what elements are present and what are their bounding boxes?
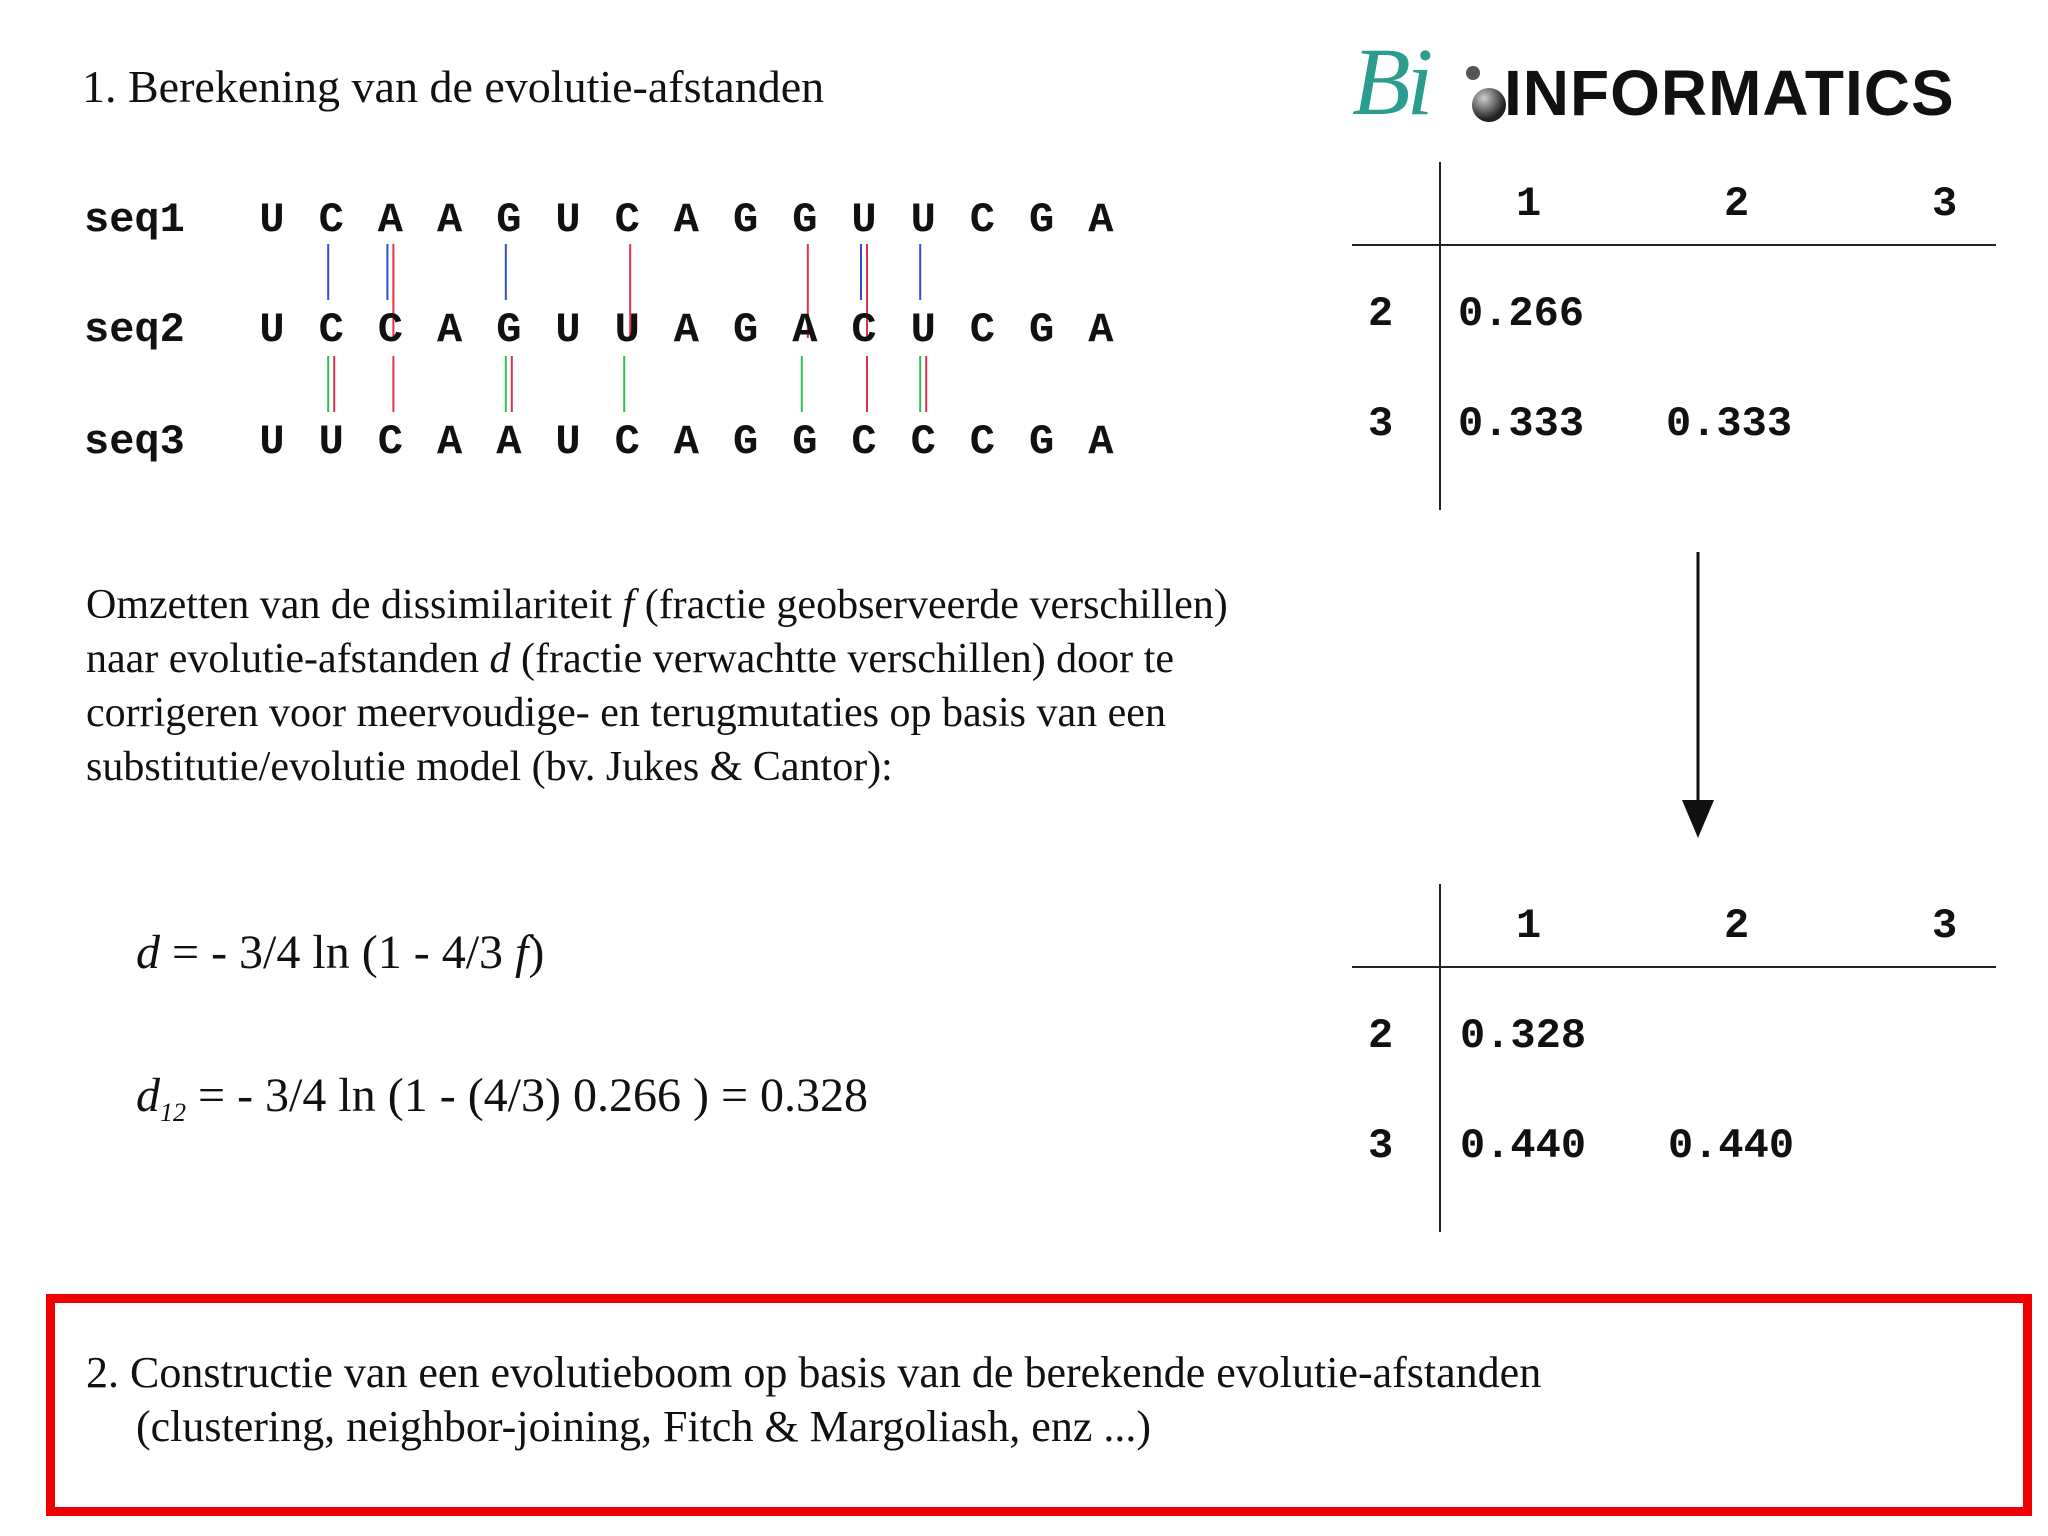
seq1-nucleotide: A [377, 196, 403, 244]
seq1-nucleotide: G [732, 196, 759, 244]
paragraph-line-4: substitutie/evolutie model (bv. Jukes & Cantor): [86, 744, 893, 790]
seq1-label: seq1 [84, 196, 185, 244]
seq2-nucleotide: U [259, 306, 285, 354]
seq1-nucleotide: U [259, 196, 285, 244]
bioinformatics-logo [1352, 28, 2002, 138]
seq3-nucleotide: C [851, 418, 877, 466]
matrix-d-row-3-label: 3 [1368, 1122, 1394, 1170]
seq2-nucleotide: G [1028, 306, 1055, 354]
seq1-nucleotide: G [496, 196, 522, 244]
d12-calculation: $d_{12}$ = - 3/4 ln (1 - (4/3) 0.266 ) = 0.328 [136, 1069, 869, 1127]
section-1-title: 1. Berekening van de evolutie-afstanden [82, 61, 825, 112]
seq2-nucleotide: A [436, 306, 463, 354]
seq3-nucleotide: U [555, 418, 581, 466]
seq2-label: seq2 [84, 306, 185, 354]
seq3-label: seq3 [84, 418, 185, 466]
matrix-d-header-rule [1352, 966, 1996, 968]
seq2-nucleotide: A [673, 306, 699, 354]
seq1-nucleotide: A [673, 196, 699, 244]
seq1-nucleotide: A [1088, 196, 1114, 244]
seq2-nucleotide: C [969, 306, 995, 354]
logo-ball-icon [1472, 88, 1506, 122]
seq3-nucleotide: G [792, 418, 818, 466]
matrix-d-col-3: 3 [1932, 902, 1958, 950]
logo-informatics-text: INFORMATICS [1504, 57, 1955, 129]
matrix-f-row-rule [1439, 162, 1441, 510]
matrix-f-row-3-label: 3 [1368, 400, 1394, 448]
paragraph-line-3: corrigeren voor meervoudige- en terugmutaties op basis van een [86, 690, 1166, 736]
step-2-text [86, 1346, 1541, 1454]
logo-bi-text: Bi [1352, 28, 1430, 135]
seq2-nucleotide: C [318, 306, 344, 354]
seq2-nucleotide: U [555, 306, 581, 354]
seq1-nucleotide: C [969, 196, 995, 244]
seq3-nucleotide: U [318, 418, 344, 466]
down-arrow-icon [1676, 550, 1720, 842]
step-2-line-2: (clustering, neighbor-joining, Fitch & Margoliash, enz ...) [136, 1402, 1152, 1451]
matrix-d-cell-2-1: 0.328 [1460, 1012, 1587, 1060]
matrix-f-col-1: 1 [1516, 180, 1542, 228]
seq1-nucleotide: U [851, 196, 877, 244]
matrix-f-col-3: 3 [1932, 180, 1958, 228]
paragraph-line-2: naar evolutie-afstanden d (fractie verwachtte verschillen) door te [86, 636, 1174, 682]
seq3-nucleotide: C [910, 418, 936, 466]
matrix-f-cell-3-2: 0.333 [1666, 400, 1793, 448]
seq2-nucleotide: C [851, 306, 877, 354]
seq1-nucleotide: A [436, 196, 463, 244]
seq3-nucleotide: A [496, 418, 522, 466]
seq2-nucleotide: A [792, 306, 818, 354]
seq3-nucleotide: G [1028, 418, 1055, 466]
matrix-d-row-rule [1439, 884, 1441, 1232]
logo-dot-icon [1466, 66, 1480, 80]
seq1-nucleotide: C [318, 196, 344, 244]
seq3-nucleotide: U [259, 418, 285, 466]
matrix-f-cell-2-1: 0.266 [1458, 290, 1585, 338]
seq2-nucleotide: A [1088, 306, 1114, 354]
seq2-nucleotide: C [377, 306, 403, 354]
seq1-nucleotide: G [1028, 196, 1055, 244]
step-2-line-1: 2. Constructie van een evolutieboom op basis van de berekende evolutie-afstanden [86, 1348, 1542, 1397]
sequence-alignment [0, 0, 1150, 480]
seq2-nucleotide: G [732, 306, 759, 354]
seq1-nucleotide: C [614, 196, 640, 244]
matrix-f-col-2: 2 [1724, 180, 1750, 228]
jukes-cantor-formula: d = - 3/4 ln (1 - 4/3 f) [136, 926, 545, 979]
matrix-d-cell-3-2: 0.440 [1668, 1122, 1795, 1170]
paragraph-line-1: Omzetten van de dissimilariteit f (fractie geobserveerde verschillen) [86, 582, 1228, 628]
seq1-nucleotide: U [910, 196, 936, 244]
matrix-d-col-2: 2 [1724, 902, 1750, 950]
seq3-nucleotide: C [614, 418, 640, 466]
matrix-d-cell-3-1: 0.440 [1460, 1122, 1587, 1170]
explanation-paragraph [86, 578, 1486, 794]
seq2-nucleotide: G [496, 306, 522, 354]
matrix-f-row-2-label: 2 [1368, 290, 1394, 338]
seq1-nucleotide: U [555, 196, 581, 244]
matrix-d-row-2-label: 2 [1368, 1012, 1394, 1060]
seq1-nucleotide: G [792, 196, 818, 244]
seq3-nucleotide: A [673, 418, 699, 466]
matrix-f-header-rule [1352, 244, 1996, 246]
matrix-f-cell-3-1: 0.333 [1458, 400, 1585, 448]
seq3-nucleotide: C [969, 418, 995, 466]
seq2-nucleotide: U [614, 306, 640, 354]
seq3-nucleotide: C [377, 418, 403, 466]
seq3-nucleotide: G [732, 418, 759, 466]
seq3-nucleotide: A [436, 418, 463, 466]
seq2-nucleotide: U [910, 306, 936, 354]
matrix-d-col-1: 1 [1516, 902, 1542, 950]
seq3-nucleotide: A [1088, 418, 1114, 466]
